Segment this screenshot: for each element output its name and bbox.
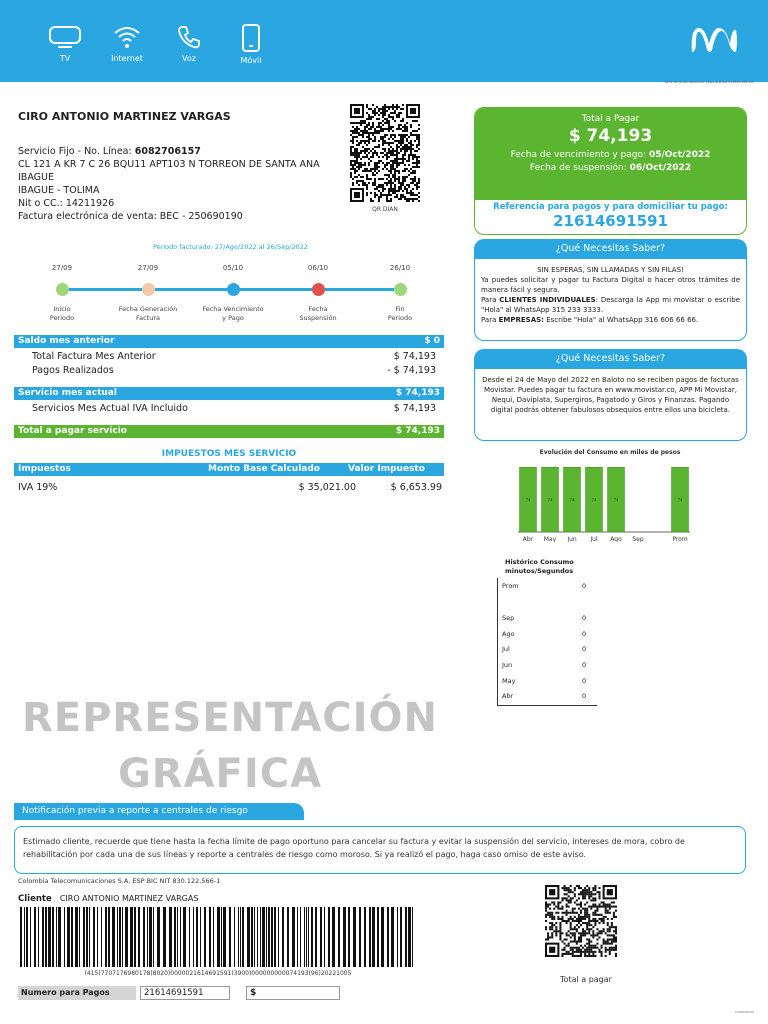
- info1-title: ¿Qué Necesitas Saber?: [474, 239, 747, 259]
- servicio-bar: [14, 387, 444, 400]
- customer-info: [18, 145, 320, 223]
- info1-line3a: Para: [481, 296, 497, 304]
- info1-line4c: Escribe "Hola" al WhatsApp 316 606 66 66.: [546, 316, 699, 324]
- tiny-code: 0000000000: [734, 1010, 754, 1014]
- numero-pagos-value: 21614691591: [140, 986, 230, 1000]
- info2-body: [474, 369, 747, 441]
- due-label: Fecha de vencimiento y pago:: [510, 150, 647, 160]
- watermark: [20, 690, 440, 802]
- amount-field: $: [246, 986, 340, 1000]
- chart-bar-label: 74: [591, 497, 597, 503]
- history-month: Sep: [502, 614, 515, 622]
- chart-bar-label: 74: [569, 497, 575, 503]
- internet-icon-group: [102, 24, 152, 63]
- tax-base: $ 35,021.00: [298, 482, 356, 493]
- info1-line4b: EMPRESAS:: [498, 316, 544, 324]
- total-anterior-row: [32, 351, 436, 363]
- voz-label: Voz: [182, 54, 196, 63]
- history-title-2: minutos/Segundos: [505, 567, 574, 575]
- chart-tick-label: Abr: [522, 536, 534, 542]
- chart-tick-label: Jul: [590, 536, 598, 542]
- chart-tick-label: Ago: [610, 536, 622, 542]
- billing-period: Periodo facturado: 27/Ago/2022 al 26/Sep/2022: [153, 243, 308, 251]
- history-value: 0: [582, 661, 587, 669]
- cliente-label: Cliente: [18, 894, 52, 904]
- timeline-date: 26/10: [389, 264, 411, 272]
- servicio-label: Servicio mes actual: [18, 388, 117, 398]
- chart-bar-label: 74: [613, 497, 619, 503]
- qr-dian-label: QR DIAN: [372, 206, 398, 213]
- servicios-label: Servicios Mes Actual IVA Incluido: [32, 403, 188, 414]
- history-row: [502, 645, 592, 653]
- history-value: 0: [582, 692, 587, 700]
- servicios-row: [32, 403, 436, 415]
- timeline-label-2: Periodo: [387, 314, 413, 322]
- history-value: 0: [582, 630, 587, 638]
- qr-dian-code: [350, 104, 420, 202]
- history-table: [497, 578, 597, 706]
- history-row: [502, 614, 592, 622]
- phone-icon: [176, 24, 202, 50]
- city: IBAGUE - TOLIMA: [18, 185, 100, 196]
- total-servicio-bar: [14, 425, 444, 438]
- servicio-value: $ 74,193: [395, 388, 440, 398]
- payment-barcode: [18, 907, 418, 967]
- timeline-label: [113, 305, 183, 323]
- info1-line3: [481, 295, 740, 315]
- watermark-line1: REPRESENTACIÓN: [21, 695, 439, 741]
- history-value: 0: [582, 645, 587, 653]
- reference-label: Referencia para pagos y para domiciliar tu pago:: [493, 202, 728, 212]
- timeline-date: 27/09: [51, 264, 73, 272]
- history-title: [505, 558, 574, 576]
- total-pagar-top: [475, 108, 746, 200]
- taxes-col-valor: Valor Impuesto: [348, 464, 425, 474]
- chart-bar-label: 74: [677, 497, 683, 503]
- timeline-label-2: Suspensión: [299, 314, 337, 322]
- chart-tick-label: Sep: [632, 536, 644, 542]
- header-bar: [0, 0, 768, 82]
- history-month: Ago: [502, 630, 515, 638]
- pagos-row: [32, 365, 436, 377]
- watermark-line2: GRÁFICA: [117, 751, 323, 797]
- saldo-label: Saldo mes anterior: [18, 336, 115, 346]
- chart-title: Evolución del Consumo en miles de pesos: [539, 449, 681, 456]
- notification-title: Notificación previa a reporte a centrales de riesgo: [14, 803, 304, 820]
- timeline-label: [27, 305, 97, 323]
- payment-qr-code: [545, 885, 617, 957]
- total-pagar-amount: $ 74,193: [568, 126, 653, 146]
- total-servicio-label: Total a pagar servicio: [18, 426, 127, 436]
- timeline-dot: [394, 283, 407, 296]
- total-pagar-title: Total a Pagar: [581, 114, 640, 124]
- total-servicio-value: $ 74,193: [395, 426, 440, 436]
- chart-bar-label: 74: [547, 497, 553, 503]
- tv-icon: [48, 24, 82, 50]
- address-2: IBAGUE: [18, 172, 54, 183]
- history-title-1: Histórico Consumo: [505, 558, 574, 566]
- timeline-dot: [56, 283, 69, 296]
- info1-line4: [481, 315, 740, 325]
- history-value: 0: [582, 582, 587, 590]
- info1-line2: Ya puedes solicitar y pagar tu Factura Digital o hacer otros trámites de manera fácil y segura.: [481, 276, 740, 294]
- timeline-label-2: Factura: [135, 314, 161, 322]
- susp-date: 06/Oct/2022: [629, 163, 692, 173]
- timeline-date: 05/10: [222, 264, 244, 272]
- total-anterior-value: $ 74,193: [393, 351, 436, 362]
- history-month: Prom: [502, 582, 519, 590]
- total-pagar-box: [474, 107, 747, 235]
- history-value: 0: [582, 614, 587, 622]
- history-month: May: [502, 677, 516, 685]
- reference-section: [475, 202, 746, 230]
- cliente-name: CIRO ANTONIO MARTINEZ VARGAS: [59, 894, 199, 903]
- chart-tick-label: Prom: [672, 536, 688, 542]
- timeline-label-1: Fecha: [308, 305, 328, 313]
- susp-date-line: [475, 163, 746, 173]
- internet-label: Internet: [111, 54, 143, 63]
- header-small-text: Parte del Grupo Telefónica. Línea Gratuita 01 8000 930 930: [664, 80, 754, 84]
- timeline-date: 06/10: [307, 264, 329, 272]
- taxes-row: [14, 481, 444, 494]
- due-date: 05/Oct/2022: [648, 150, 711, 160]
- address-1: CL 121 A KR 7 C 26 BQU11 APT103 N TORREON DE SANTA ANA: [18, 159, 320, 170]
- info1-body: [474, 259, 747, 341]
- total-anterior-label: Total Factura Mes Anterior: [32, 351, 156, 362]
- movil-label: Móvil: [240, 56, 262, 65]
- info1-line4a: Para: [481, 316, 497, 324]
- cliente-line: [18, 894, 198, 904]
- taxes-title: IMPUESTOS MES SERVICIO: [161, 449, 297, 459]
- customer-name: CIRO ANTONIO MARTINEZ VARGAS: [18, 110, 231, 123]
- timeline-dot: [142, 283, 155, 296]
- pagos-value: - $ 74,193: [387, 365, 436, 376]
- pagos-label: Pagos Realizados: [32, 365, 114, 376]
- reference-number: 21614691591: [553, 212, 668, 230]
- saldo-value: $ 0: [424, 336, 440, 346]
- taxes-header: [14, 463, 444, 476]
- payment-qr-label: Total a pagar: [560, 975, 612, 984]
- consumption-chart: [514, 458, 694, 542]
- timeline-label: [365, 305, 435, 323]
- tv-label: TV: [59, 54, 71, 63]
- company-info: Colombia Telecomunicaciones S.A. ESP BIC NIT 830.122.566-1: [18, 877, 221, 885]
- history-month: Jul: [502, 645, 510, 653]
- timeline-label: [283, 305, 353, 323]
- taxes-col-impuestos: Impuestos: [18, 464, 71, 474]
- history-row: [502, 582, 592, 590]
- chart-tick-label: May: [543, 536, 557, 542]
- invoice-number: Factura electrónica de venta: BEC - 250690190: [18, 211, 243, 222]
- service-label: Servicio Fijo - No. Línea:: [18, 146, 132, 157]
- info2-text: Desde el 24 de Mayo del 2022 en Baloto no se reciben pagos de facturas Movistar. Puedes pagar tu factura en www.movistar.co, APP Mi Movistar, Nequi, Daviplata, Supergiros, Pagatodo y Giros y Finanzas. Pagando digital podrás obtener fabulosos obsequios entre ellos una bicicleta.: [482, 376, 739, 414]
- history-value: 0: [582, 677, 587, 685]
- info1-line1: SIN ESPERAS, SIN LLAMADAS Y SIN FILAS!: [537, 266, 684, 274]
- tv-icon-group: [40, 24, 90, 63]
- service-line: [18, 145, 320, 158]
- timeline-label-1: Inicio: [53, 305, 71, 313]
- mobile-icon: [241, 24, 261, 52]
- timeline-dot: [227, 283, 240, 296]
- info1-line3b: CLIENTES INDIVIDUALES: [499, 296, 596, 304]
- susp-label: Fecha de suspensión:: [529, 163, 627, 173]
- history-row: [502, 661, 592, 669]
- nit: Nit o CC.: 14211926: [18, 198, 115, 209]
- history-row: [502, 692, 592, 700]
- barcode-text: (415)7707176980178(8020)0000021614691591(3900)000000000074193(96)20221005: [84, 970, 352, 977]
- tax-value: $ 6,653.99: [390, 482, 442, 493]
- info2-title: ¿Qué Necesitas Saber?: [474, 349, 747, 369]
- timeline-label: [198, 305, 268, 323]
- timeline-label-2: Periodo: [49, 314, 75, 322]
- movil-icon-group: [226, 24, 276, 65]
- movistar-logo: [688, 22, 740, 60]
- timeline-dot: [312, 283, 325, 296]
- timeline-label-1: Fecha Generación: [118, 305, 178, 313]
- history-month: Jun: [502, 661, 513, 669]
- line-number: 6082706157: [134, 146, 201, 157]
- info1-line3c: : Descarga la App mi movistar o escribe "Hola" al WhatsApp 315 233 3333.: [481, 296, 740, 314]
- due-date-line: [475, 150, 746, 160]
- timeline-label-1: Fecha Vencimiento: [202, 305, 264, 313]
- saldo-bar: [14, 335, 444, 348]
- history-row: [502, 630, 592, 638]
- notification-body: Estimado cliente, recuerde que tiene hasta la fecha límite de pago oportuno para cancelar su factura y evitar la suspensión del servicio, intereses de mora, cobro de rehabilitación por cada una de sus líneas y reporte a centrales de riesgo como moroso. Si ya realizó el pago, haga caso omiso de este aviso.: [14, 826, 746, 874]
- history-row: [502, 677, 592, 685]
- taxes-col-base: Monto Base Calculado: [208, 464, 320, 474]
- timeline-date: 27/09: [137, 264, 159, 272]
- tax-name: IVA 19%: [18, 482, 58, 493]
- numero-pagos-label: Numero para Pagos: [18, 986, 136, 1000]
- history-month: Abr: [502, 692, 514, 700]
- chart-bar-label: 74: [525, 497, 531, 503]
- chart-tick-label: Jun: [567, 536, 577, 542]
- timeline-label-2: y Pago: [222, 314, 244, 322]
- servicios-value: $ 74,193: [393, 403, 436, 414]
- voz-icon-group: [164, 24, 214, 63]
- timeline-label-1: Fin: [395, 305, 405, 313]
- wifi-icon: [112, 24, 142, 50]
